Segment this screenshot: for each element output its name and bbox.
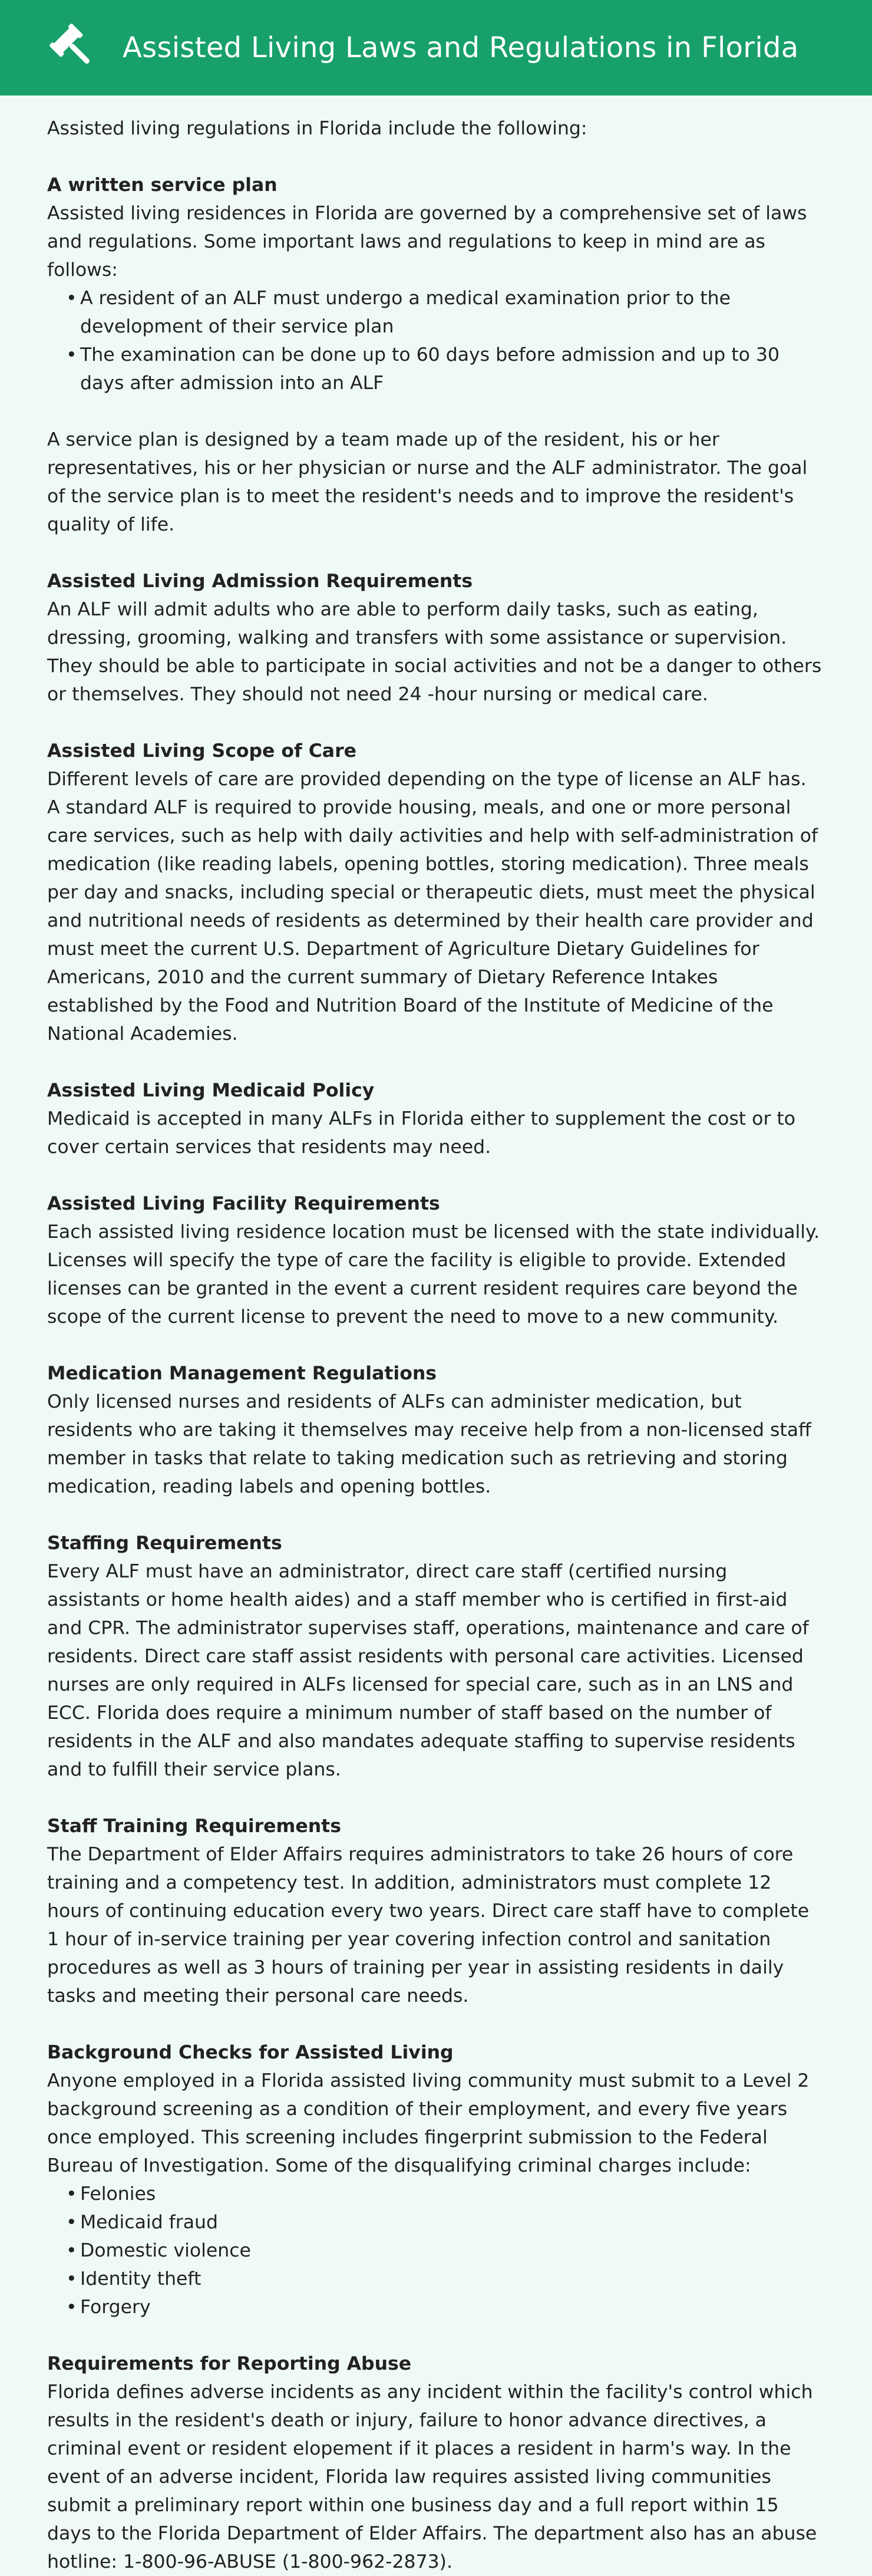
gavel-icon bbox=[47, 21, 100, 74]
section-text: The Department of Elder Affairs requires administrators to take 26 hours of core training and a competency test. In addition, administrators must complete 12 hours of continuing education every two years. Direct care staff have to complete 1 hour of in-service training per year covering infection control and sanitation procedures as well as 3 hours of training per year in assisting residents in daily tasks and meeting their personal care needs. bbox=[47, 1844, 810, 2007]
list-item: • Felonies bbox=[66, 2180, 825, 2208]
section-heading: Assisted Living Scope of Care bbox=[47, 740, 356, 762]
section-background-checks bbox=[47, 2038, 825, 2321]
section-text: Florida defines adverse incidents as any incident within the facility's control which results in the resident's death or injury, failure to honor advance directives, a criminal event or resident elopement if it places a resident in harm's way. In the event of an adverse incident, Florida law requires assisted living communities submit a preliminary report within one business day and a full report within 15 days to the Florida Department of Elder Affairs. The department also has an abuse hotline: 1-800-96-ABUSE (1-800-962-2873). bbox=[47, 2381, 817, 2572]
section-admission-requirements bbox=[47, 567, 825, 709]
section-heading: Staffing Requirements bbox=[47, 1533, 282, 1554]
bullet-list bbox=[47, 284, 825, 397]
bullet-list bbox=[47, 2180, 825, 2321]
section-text: Anyone employed in a Florida assisted living community must submit to a Level 2 background screening as a condition of their employment, and every five years once employed. This screening includes fingerprint submission to the Federal Bureau of Investigation. Some of the disqualifying criminal charges include: bbox=[47, 2070, 810, 2176]
section-reporting-abuse bbox=[47, 2350, 825, 2576]
section-heading: A written service plan bbox=[47, 174, 278, 196]
section-medicaid-policy bbox=[47, 1076, 825, 1161]
section-heading: Medication Management Regulations bbox=[47, 1363, 437, 1384]
section-staff-training bbox=[47, 1812, 825, 2010]
intro-text: Assisted living regulations in Florida include the following: bbox=[47, 118, 587, 139]
section-text: Medicaid is accepted in many ALFs in Florida either to supplement the cost or to cover certain services that residents may need. bbox=[47, 1108, 796, 1158]
section-facility-requirements bbox=[47, 1190, 825, 1331]
section-medication-management bbox=[47, 1359, 825, 1501]
section-text: A service plan is designed by a team made up of the resident, his or her representatives, his or her physician or nurse and the ALF administrator. The goal of the service plan is to meet the resident's needs and to improve the resident's quality of life. bbox=[47, 429, 808, 535]
section-heading: Assisted Living Admission Requirements bbox=[47, 571, 473, 592]
list-item: • Medicaid fraud bbox=[66, 2208, 825, 2236]
section-text: Different levels of care are provided depending on the type of license an ALF has. A standard ALF is required to provide housing, meals, and one or more personal care services, such as help with daily activities and help with self-administration of medication (like reading labels, opening bottles, storing medication). Three meals per day and snacks, including special or therapeutic diets, must meet the physical and nutritional needs of residents as determined by their health care provider and must meet the current U.S. Department of Agriculture Dietary Guidelines for Americans, 2010 and the current summary of Dietary Reference Intakes established by the Food and Nutrition Board of the Institute of Medicine of the National Academies. bbox=[47, 769, 818, 1045]
section-scope-of-care bbox=[47, 737, 825, 1048]
list-item: • Forgery bbox=[66, 2293, 825, 2321]
list-item: • Domestic violence bbox=[66, 2236, 825, 2265]
section-text: Each assisted living residence location must be licensed with the state individually. Licenses will specify the type of care the facility is eligible to provide. Extended licenses can be granted in the event a current resident requires care beyond the scope of the current license to prevent the need to move to a new community. bbox=[47, 1221, 820, 1327]
section-heading: Background Checks for Assisted Living bbox=[47, 2042, 454, 2063]
list-item: • Identity theft bbox=[66, 2265, 825, 2293]
section-heading: Requirements for Reporting Abuse bbox=[47, 2353, 412, 2374]
section-heading: Assisted Living Facility Requirements bbox=[47, 1193, 440, 1214]
section-text: Assisted living residences in Florida are governed by a comprehensive set of laws and regulations. Some important laws and regulations to keep in mind are as follows: bbox=[47, 203, 807, 281]
list-item: • The examination can be done up to 60 days before admission and up to 30 days after admission into an ALF bbox=[66, 341, 825, 397]
section-written-service-plan bbox=[47, 171, 825, 539]
section-staffing-requirements bbox=[47, 1529, 825, 1784]
page-title: Assisted Living Laws and Regulations in Florida bbox=[123, 31, 799, 64]
list-item: • A resident of an ALF must undergo a medical examination prior to the development of their service plan bbox=[66, 284, 825, 341]
page-header bbox=[0, 0, 872, 95]
section-heading: Staff Training Requirements bbox=[47, 1816, 341, 1837]
section-text: Every ALF must have an administrator, direct care staff (certified nursing assistants or home health aides) and a staff member who is certified in first-aid and CPR. The administrator supervises staff, operations, maintenance and care of residents. Direct care staff assist residents with personal care activities. Licensed nurses are only required in ALFs licensed for special care, such as in an LNS and ECC. Florida does require a minimum number of staff based on the number of residents in the ALF and also mandates adequate staffing to supervise residents and to fulfill their service plans. bbox=[47, 1561, 809, 1780]
section-heading: Assisted Living Medicaid Policy bbox=[47, 1080, 375, 1101]
section-text: Only licensed nurses and residents of ALFs can administer medication, but residents who are taking it themselves may receive help from a non-licensed staff member in tasks that relate to taking medication such as retrieving and storing medication, reading labels and opening bottles. bbox=[47, 1391, 811, 1497]
article-body bbox=[0, 95, 872, 2576]
section-text: An ALF will admit adults who are able to perform daily tasks, such as eating, dressing, grooming, walking and transfers with some assistance or supervision. They should be able to participate in social activities and not be a danger to others or themselves. They should not need 24 -hour nursing or medical care. bbox=[47, 599, 822, 705]
